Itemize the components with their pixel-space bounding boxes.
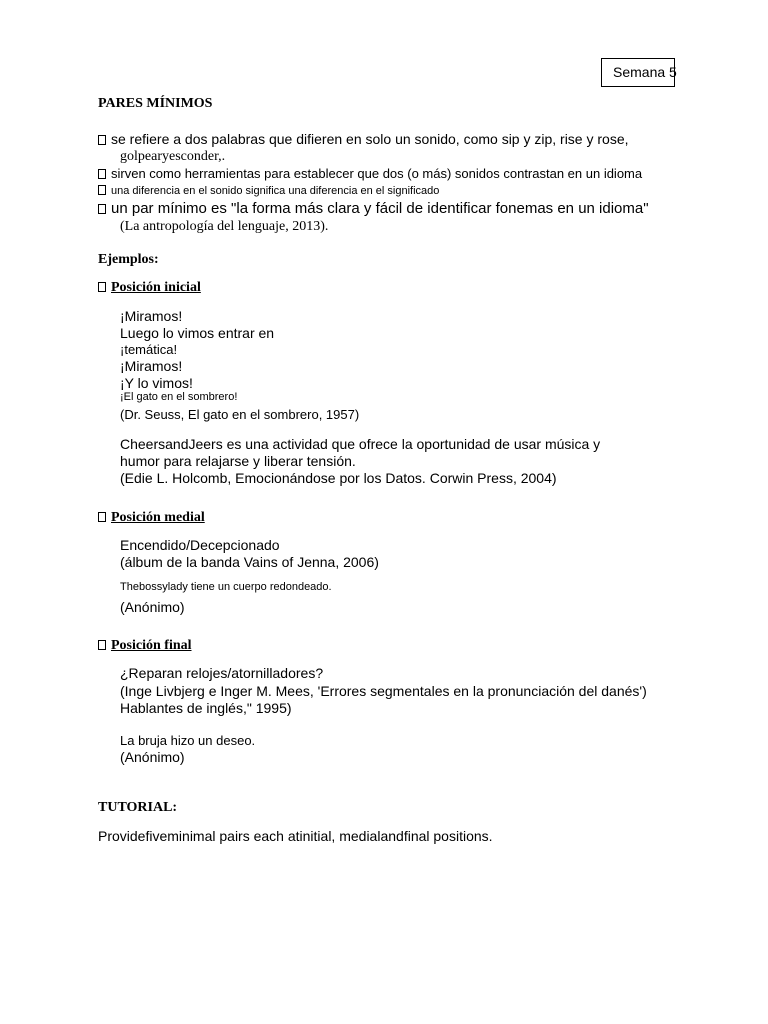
bullet-continuation: golpearyesconder,.	[120, 149, 226, 164]
bullet-box-icon	[98, 282, 106, 292]
section-medial-heading	[98, 510, 205, 526]
bullet-text: se refiere a dos palabras que difieren en solo un sonido, como sip y zip, rise y rose,	[111, 131, 629, 147]
bullet-box-icon	[98, 169, 106, 179]
section-initial-heading	[98, 280, 201, 296]
medial-line: Thebossylady tiene un cuerpo redondeado.	[120, 581, 332, 593]
bullet-citation: (La antropología del lenguaje, 2013).	[120, 219, 329, 234]
initial-line: Luego lo vimos entrar en	[120, 325, 275, 341]
final-line: La bruja hizo un deseo.	[120, 733, 256, 748]
initial-paragraph-line: humor para relajarse y liberar tensión.	[120, 453, 356, 469]
bullet-box-icon	[98, 185, 106, 195]
section-final-heading	[98, 638, 192, 654]
medial-citation: (álbum de la banda Vains of Jenna, 2006)	[120, 554, 379, 570]
bullet-box-icon	[98, 204, 106, 214]
week-label: Semana 5	[613, 64, 677, 80]
initial-citation: (Dr. Seuss, El gato en el sombrero, 1957)	[120, 407, 360, 422]
bullet-text: una diferencia en el sonido significa una diferencia en el significado	[111, 185, 440, 197]
bullet-text: sirven como herramientas para establecer que dos (o más) sonidos contrastan en un idioma	[111, 166, 643, 181]
section-initial-title: Posición inicial	[111, 280, 201, 295]
initial-line: ¡Miramos!	[120, 358, 183, 374]
initial-line: ¡Y lo vimos!	[120, 375, 193, 391]
examples-heading: Ejemplos:	[98, 252, 159, 267]
tutorial-heading: TUTORIAL:	[98, 800, 178, 815]
bullet-box-icon	[98, 640, 106, 650]
bullet-item-2	[98, 166, 642, 181]
medial-line: Encendido/Decepcionado	[120, 537, 280, 553]
page-title: PARES MÍNIMOS	[98, 96, 213, 111]
bullet-text: un par mínimo es "la forma más clara y fácil de identificar fonemas en un idioma"	[111, 200, 649, 217]
initial-paragraph-citation: (Edie L. Holcomb, Emocionándose por los Datos. Corwin Press, 2004)	[120, 470, 557, 486]
initial-paragraph-line: CheersandJeers es una actividad que ofrece la oportunidad de usar música y	[120, 436, 601, 452]
tutorial-text: Providefiveminimal pairs each atinitial, medialandfinal positions.	[98, 828, 493, 844]
bullet-item-4	[98, 200, 649, 217]
bullet-item-3	[98, 185, 439, 197]
final-citation: (Anónimo)	[120, 749, 185, 765]
final-citation: (Inge Livbjerg e Inger M. Mees, 'Errores segmentales en la pronunciación del danés')	[120, 683, 647, 699]
final-citation: Hablantes de inglés," 1995)	[120, 700, 292, 716]
section-medial-title: Posición medial	[111, 510, 205, 525]
initial-line: ¡El gato en el sombrero!	[120, 391, 238, 403]
bullet-box-icon	[98, 135, 106, 145]
medial-citation: (Anónimo)	[120, 599, 185, 615]
final-line: ¿Reparan relojes/atornilladores?	[120, 665, 324, 681]
bullet-box-icon	[98, 512, 106, 522]
initial-line: ¡Miramos!	[120, 308, 183, 324]
bullet-item-1	[98, 131, 629, 147]
initial-line: ¡temática!	[120, 342, 178, 357]
section-final-title: Posición final	[111, 638, 192, 653]
